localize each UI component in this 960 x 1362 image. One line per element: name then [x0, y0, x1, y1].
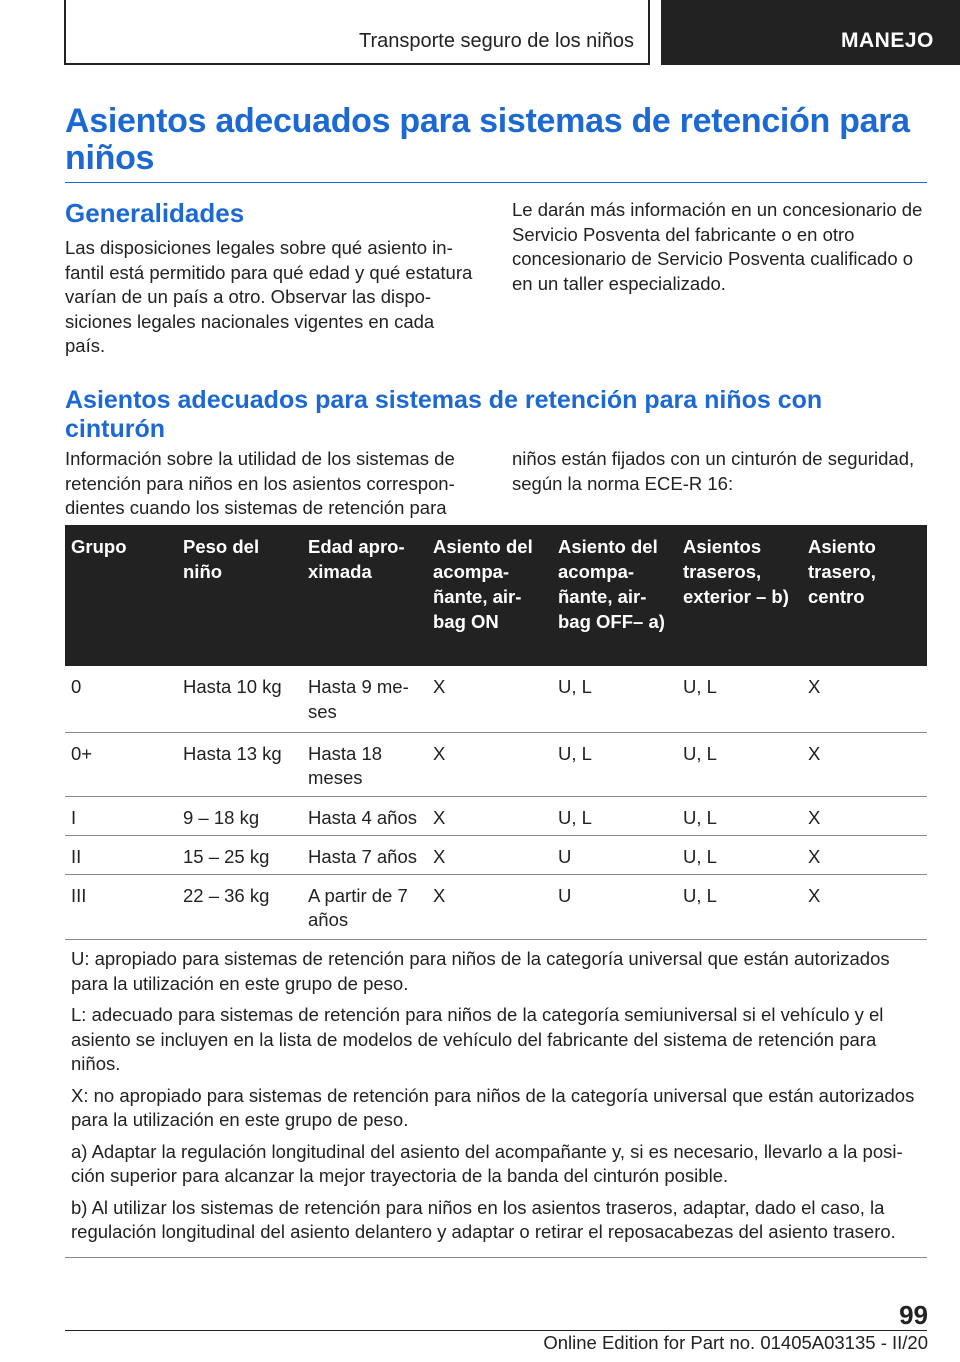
table-row: [65, 835, 927, 874]
note-b: b) Al utilizar los sistemas de retención para niños en los asientos traseros, adaptar, dado el caso, la regulación longitudinal del asiento delantero y adaptar o retirar el reposacabezas del asiento trasero.: [71, 1196, 896, 1242]
table-row: [65, 732, 927, 796]
table-header-cell: Peso del niño: [177, 525, 302, 666]
section-heading-general: Generalidades: [65, 198, 245, 228]
table-row: [65, 796, 927, 835]
general-text-right: Le darán más información en un concesionario de Servicio Posventa del fabricante o en otro concesionario de Servicio Posventa cualificado o en un taller especializado.: [512, 199, 923, 294]
table-cell: III: [65, 874, 177, 939]
table-header-cell: Grupo: [65, 525, 177, 666]
note-u: U: apropiado para sistemas de retención para niños de la categoría universal que están autorizados para la utilización en este grupo de peso.: [71, 948, 890, 994]
table-cell: II: [65, 835, 177, 874]
table-row: [65, 666, 927, 732]
notes-divider: [65, 1257, 927, 1258]
table-cell: U, L: [677, 874, 802, 939]
table-cell: Hasta 10 kg: [177, 666, 302, 732]
table-cell: X: [427, 796, 552, 835]
title-divider: [65, 182, 927, 183]
table-cell: A partir de 7 años: [302, 874, 427, 939]
header-section-title: Transporte seguro de los niños: [359, 30, 634, 52]
table-header-cell: Asiento del acompañante, airbag OFF– a): [552, 525, 677, 666]
table-cell: X: [427, 732, 552, 796]
table-cell: Hasta 13 kg: [177, 732, 302, 796]
table-cell: U, L: [552, 666, 677, 732]
seat-suitability-table: [65, 525, 927, 940]
header-chapter-title: MANEJO: [841, 29, 934, 52]
note-l: L: adecuado para sistemas de retención para niños de la categoría semiuniversal si el vehículo y el asiento se incluyen en la lista de modelos de vehículo del fabricante del sistema de retención para niños.: [71, 1004, 884, 1074]
table-cell: 15 – 25 kg: [177, 835, 302, 874]
table-cell: X: [802, 666, 927, 732]
table-header-row: [65, 525, 927, 666]
table-cell: 0: [65, 666, 177, 732]
page-number: 99: [899, 1300, 928, 1330]
table-row: [65, 874, 927, 939]
table-header-cell: Asientos traseros, exterior – b): [677, 525, 802, 666]
table-cell: Hasta 7 años: [302, 835, 427, 874]
table-cell: U, L: [677, 732, 802, 796]
belt-text-left: Información sobre la utilidad de los sistemas de retención para niños en los asientos correspondientes cuando los sistemas de retención para: [65, 448, 455, 518]
table-cell: U, L: [677, 835, 802, 874]
section-heading-belt: Asientos adecuados para sistemas de retención para niños con cinturón: [65, 386, 823, 443]
table-cell: X: [802, 835, 927, 874]
table-cell: 0+: [65, 732, 177, 796]
table-header-cell: Asiento del acompañante, airbag ON: [427, 525, 552, 666]
note-x: X: no apropiado para sistemas de retención para niños de la categoría universal que están autorizados para la utilización en este grupo de peso.: [71, 1084, 915, 1130]
table-cell: U, L: [677, 796, 802, 835]
note-a: a) Adaptar la regulación longitudinal del asiento del acompañante y, si es necesario, llevarlo a la posición superior para alcanzar la mejor trayectoria de la banda del cinturón posible.: [71, 1140, 903, 1186]
table-cell: U: [552, 835, 677, 874]
header-chapter-tab: [661, 0, 960, 65]
table-cell: I: [65, 796, 177, 835]
table-cell: X: [427, 835, 552, 874]
page-title: Asientos adecuados para sistemas de retención para niños: [65, 102, 910, 177]
table-cell: Hasta 4 años: [302, 796, 427, 835]
table-cell: 22 – 36 kg: [177, 874, 302, 939]
footer-divider: [65, 1330, 927, 1331]
table-cell: U, L: [552, 796, 677, 835]
footer-edition-text: Online Edition for Part no. 01405A03135 - II/20: [543, 1332, 928, 1353]
belt-text-right: niños están fijados con un cinturón de seguridad, según la norma ECE-R 16:: [512, 448, 915, 494]
table-cell: U, L: [552, 732, 677, 796]
table-cell: U: [552, 874, 677, 939]
table-header-cell: Asiento trasero, centro: [802, 525, 927, 666]
table-cell: Hasta 18 meses: [302, 732, 427, 796]
general-text-left: Las disposiciones legales sobre qué asiento infantil está permitido para qué edad y qué estatura varían de un país a otro. Observar las disposiciones legales nacionales vigentes en cada país.: [65, 237, 473, 356]
table-cell: X: [802, 796, 927, 835]
table-cell: X: [427, 874, 552, 939]
table-cell: X: [802, 732, 927, 796]
table-header-cell: Edad aproximada: [302, 525, 427, 666]
table-cell: 9 – 18 kg: [177, 796, 302, 835]
table-cell: U, L: [677, 666, 802, 732]
table-cell: Hasta 9 meses: [302, 666, 427, 732]
table-cell: X: [802, 874, 927, 939]
table-notes: [71, 947, 921, 1252]
header-section-tab: [64, 0, 650, 65]
table-cell: X: [427, 666, 552, 732]
